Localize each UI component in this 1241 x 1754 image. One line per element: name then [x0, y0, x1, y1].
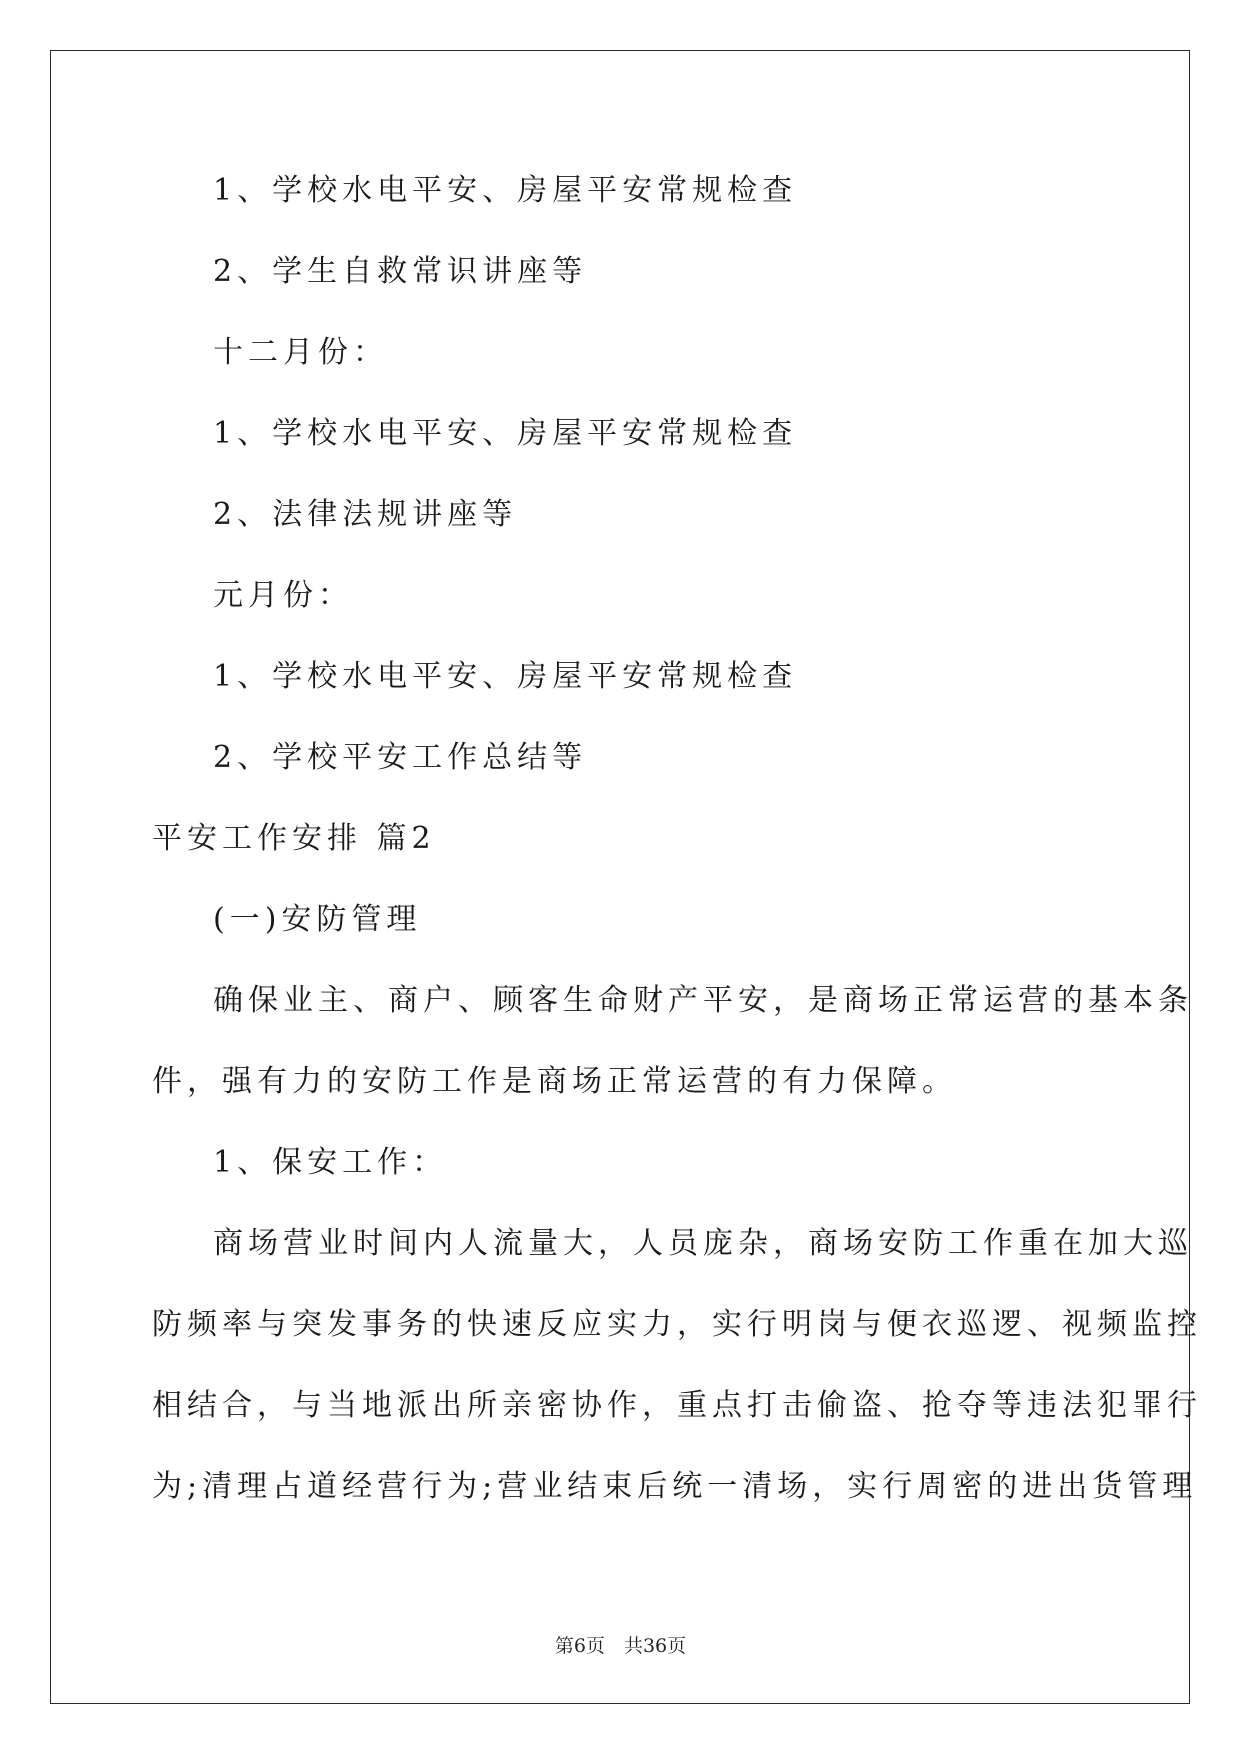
text-line: 2、学生自救常识讲座等 [213, 254, 588, 289]
text-line: 1、学校水电平安、房屋平安常规检查 [213, 416, 798, 451]
text-line: 2、学校平安工作总结等 [213, 740, 588, 775]
text-line: 1、学校水电平安、房屋平安常规检查 [213, 173, 798, 208]
text-line: 商场营业时间内人流量大，人员庞杂，商场安防工作重在加大巡 [213, 1226, 1193, 1261]
text-line: 防频率与突发事务的快速反应实力，实行明岗与便衣巡逻、视频监控 [152, 1307, 1202, 1342]
page-number-footer: 第6页 共36页 [554, 1635, 687, 1657]
text-line: 十二月份： [213, 335, 388, 370]
text-line: 2、法律法规讲座等 [213, 497, 518, 532]
text-line: 件，强有力的安防工作是商场正常运营的有力保障。 [152, 1064, 957, 1099]
text-line: 相结合，与当地派出所亲密协作，重点打击偷盗、抢夺等违法犯罪行 [152, 1388, 1202, 1423]
text-line: 1、保安工作： [213, 1145, 448, 1180]
text-line: 1、学校水电平安、房屋平安常规检查 [213, 659, 798, 694]
text-line: 为;清理占道经营行为;营业结束后统一清场，实行周密的进出货管理 [152, 1469, 1198, 1504]
text-line: 元月份： [213, 578, 353, 613]
subsection-heading: (一)安防管理 [213, 902, 422, 937]
page-border [50, 50, 1190, 1704]
section-heading: 平安工作安排 篇2 [152, 821, 436, 856]
text-line: 确保业主、商户、顾客生命财产平安，是商场正常运营的基本条 [213, 983, 1193, 1018]
